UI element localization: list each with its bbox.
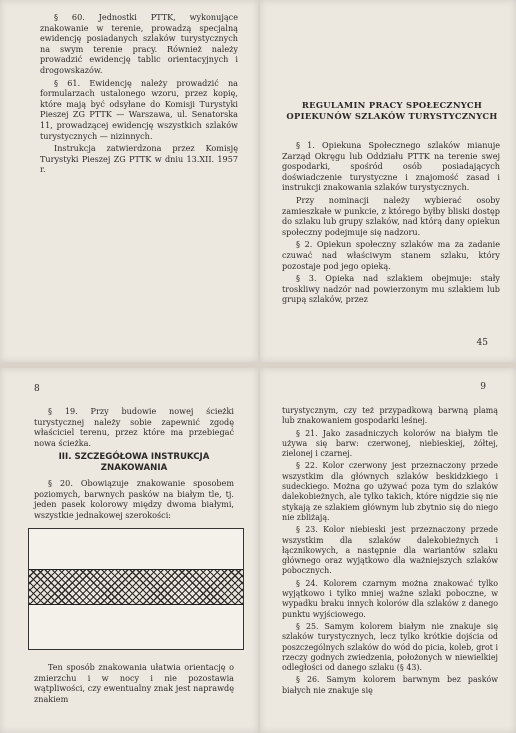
paragraph-22: § 22. Kolor czerwony jest przeznaczony przede wszystkim dla głównych szlaków beskidzkiego i sudeckiego. Można go używać poza tym do szlaków dalekobieżnych, ale tylko takich, które nigdzie się nie stykają ze szlakiem głównym lub zbytnio się do niego nie zbliżają.: [282, 461, 498, 522]
page-number-8: 8: [34, 384, 40, 394]
paragraph-26: § 26. Samym kolorem barwnym bez pasków białych nie znakuje się: [282, 675, 498, 695]
approval-note: Instrukcja zatwierdzona przez Komisję Turystyki Pieszej ZG PTTK w dniu 13.XII. 1957 r.: [40, 143, 238, 175]
paragraph-2: § 2. Opiekun społeczny szlaków ma za zadanie czuwać nad właściwym stanem szlaku, który pozostaje pod jego opieką.: [282, 239, 500, 271]
paragraph-61: § 61. Ewidencję należy prowadzić na formularzach ustalonego wzoru, przez kopię, które mają być odsyłane do Komisji Turystyki Pieszej ZG PTTK — Warszawa, ul. Senatorska 11, prowadzącej ewidencję wszystkich szlaków turystycznych — nizinnych.: [40, 77, 238, 141]
page3-intro: [34, 406, 234, 448]
page1-text: [40, 12, 238, 175]
paragraph-21: § 21. Jako zasadniczych kolorów na białym tle używa się barw: czerwonej, niebieskiej, żółtej, zielonej i czarnej.: [282, 428, 498, 459]
page-top-right: [260, 0, 516, 362]
page-number-9: 9: [480, 382, 486, 392]
section-heading: III. SZCZEGÓŁOWA INSTRUKCJA ZNAKOWANIA: [58, 452, 210, 473]
paragraph-24: § 24. Kolorem czarnym można znakować tylko wyjątkowo i tylko mniej ważne szlaki poboczne, w wypadku braku innych kolorów dla szlaków z danego punktu wyjściowego.: [282, 578, 498, 619]
paragraph-23: § 23. Kolor niebieski jest przeznaczony przede wszystkim dla szlaków dalekobieżnych i łącznikowych, a następnie dla wariantów szlaku głównego oraz wyjątkowo dla ważniejszych szlaków pobocznych.: [282, 525, 498, 576]
page2-text: [282, 140, 500, 305]
colored-stripe-hatched: [29, 569, 243, 605]
page-top-left: [0, 0, 258, 362]
trail-mark-figure: [28, 528, 244, 650]
page-number-45: 45: [476, 338, 488, 348]
page4-text: [282, 406, 498, 696]
paragraph-60: § 60. Jednostki PTTK, wykonujące znakowanie w terenie, prowadzą specjalną ewidencję posiadanych szlaków turystycznych na swym terenie pracy. Również należy prowadzić ewidencję tablic orientacyjnych i drogowskazów.: [40, 12, 238, 75]
paragraph-nomination: Przy nominacji należy wybierać osoby zamieszkałe w punkcie, z którego byłby bliski dostęp do szlaku lub grupy szlaków, nad którą dany opiekun społeczny podejmuje się nadzoru.: [282, 194, 500, 237]
page-bottom-left: [0, 368, 258, 733]
page3-after-figure: [34, 662, 234, 704]
paragraph-25: § 25. Samym kolorem białym nie znakuje się szlaków turystycznych, lecz tylko krótkie dojścia od poszczególnych szlaków do wód do picia, koleb, grot i rzeczy godnych zwiedzenia, położonych w niewielkiej odległości od danego szlaku (§ 43).: [282, 621, 498, 673]
paragraph-20: § 20. Obowiązuje znakowanie sposobem poziomych, barwnych pasków na białym tle, tj. jeden pasek kolorowy między dwoma białymi, wszystkie jednakowej szerokości:: [34, 478, 234, 520]
continuation-text: turystycznym, czy też przypadkową barwną plamą lub znakowaniem gospodarki leśnej.: [282, 406, 498, 426]
page3-para20: [34, 478, 234, 520]
paragraph-3: § 3. Opieka nad szlakiem obejmuje: stały troskliwy nadzór nad powierzonym mu szlakiem lub grupą szlaków, przez: [282, 273, 500, 305]
page-bottom-right: [260, 368, 516, 733]
paragraph-1: § 1. Opiekuna Społecznego szlaków mianuje Zarząd Okręgu lub Oddziału PTTK na terenie swej gospodarki, spośród osób posiadających doświadczenie turystyczne i znajomość zasad i instrukcji znakowania szlaków turystycznych.: [282, 140, 500, 193]
regulation-heading: REGULAMIN PRACY SPOŁECZNYCH OPIEKUNÓW SZLAKÓW TURYSTYCZNYCH: [286, 100, 498, 121]
paragraph-19: § 19. Przy budowie nowej ścieżki turystycznej należy sobie zapewnić zgodę właściciel terenu, przez które ma przebiegać nowa ścieżka.: [34, 406, 234, 448]
paragraph-after-figure: Ten sposób znakowania ułatwia orientację o zmierzchu i w nocy i nie pozostawia wątpliwości, czy ewentualny znak jest naprawdę znakiem: [34, 662, 234, 704]
